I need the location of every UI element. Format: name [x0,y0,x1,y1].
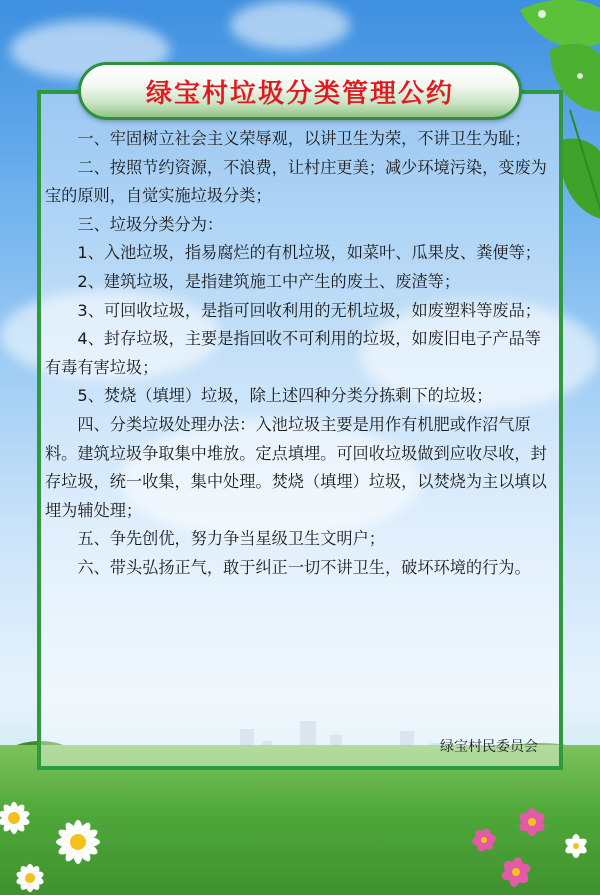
daisy-flowers [0,780,140,895]
page-title: 绿宝村垃圾分类管理公约 [145,78,454,109]
clause-4: 四、分类垃圾处理办法：入池垃圾主要是用作有机肥或作沼气原料。建筑垃圾争取集中堆放。定点填埋。可回收垃圾做到应收尽收，封存垃圾，统一收集，集中处理。焚烧（填埋）垃圾，以焚烧为主以填以埋为辅处理； [45,414,547,520]
title-banner [78,62,522,120]
clause-3-item-2: 2、建筑垃圾，是指建筑施工中产生的废土、废渣等； [77,271,461,291]
cloud [230,0,350,50]
cosmos-flowers [460,800,600,895]
signature: 绿宝村民委员会 [440,739,538,755]
clause-5: 五、争先创优，努力争当星级卫生文明户； [77,529,385,549]
clause-3: 三、垃圾分类分为： [77,214,224,234]
clause-2: 二、按照节约资源，不浪费，让村庄更美；减少环境污染，变废为宝的原则，自觉实施垃圾分类； [45,157,547,206]
clause-3-item-1: 1、入池垃圾，指易腐烂的有机垃圾，如菜叶、瓜果皮、粪便等； [77,243,541,263]
clause-3-item-4: 4、封存垃圾，主要是指回收不可利用的垃圾，如废旧电子产品等有毒有害垃圾； [45,329,541,377]
clause-1: 一、牢固树立社会主义荣辱观，以讲卫生为荣，不讲卫生为耻； [77,129,531,148]
regulation-body [45,125,555,583]
clause-3-item-5: 5、焚烧（填埋）垃圾，除上述四种分类分拣剩下的垃圾； [77,386,493,406]
clause-6: 六、带头弘扬正气，敢于纠正一切不讲卫生，破坏环境的行为。 [77,557,531,577]
clause-3-item-3: 3、可回收垃圾，是指可回收利用的无机垃圾，如废塑料等废品； [77,300,541,320]
